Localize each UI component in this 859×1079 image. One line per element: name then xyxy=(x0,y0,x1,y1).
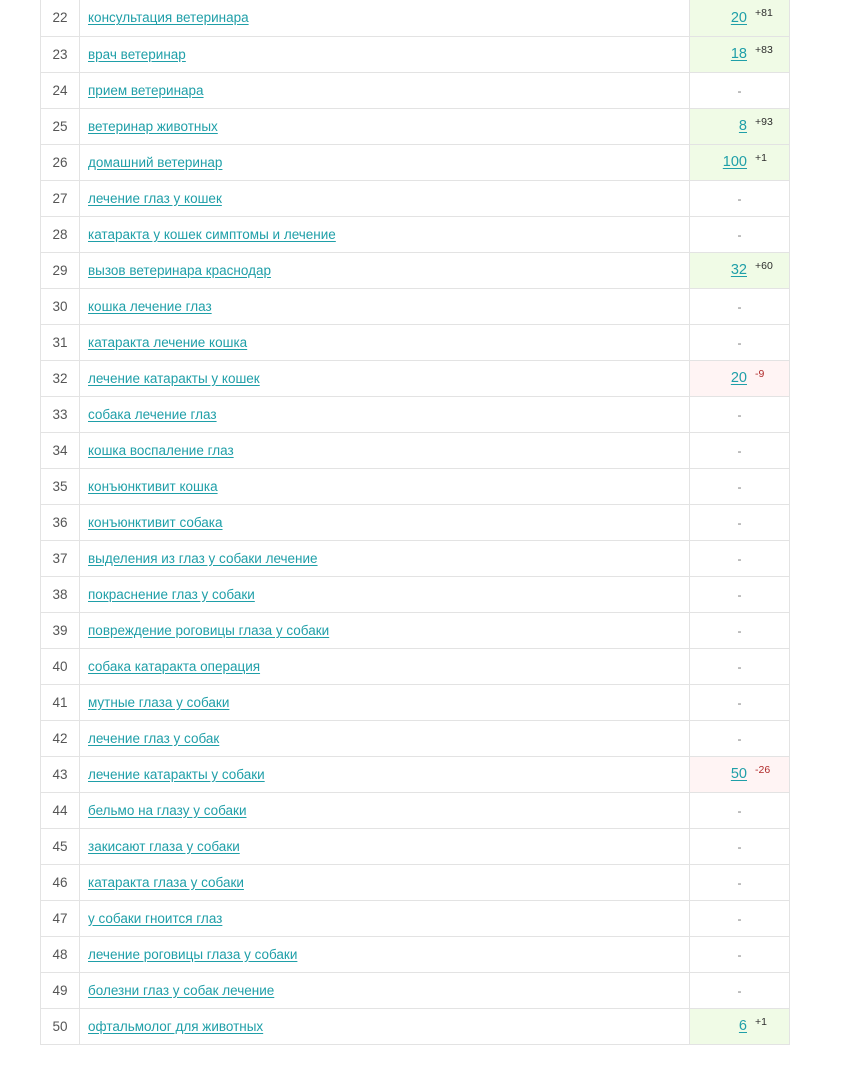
position-cell xyxy=(690,396,790,432)
keyword-link[interactable]: катаракта лечение кошка xyxy=(88,334,248,350)
position-link[interactable]: 6 xyxy=(738,1018,747,1034)
table-row xyxy=(41,684,790,720)
table-row xyxy=(41,612,790,648)
keyword-link[interactable]: офтальмолог для животных xyxy=(88,1018,264,1034)
keyword-link[interactable]: у собаки гноится глаз xyxy=(88,910,223,926)
no-position-dash: - xyxy=(737,479,742,494)
positions-table-wrapper xyxy=(40,0,789,1045)
row-number: 40 xyxy=(41,648,80,684)
table-row xyxy=(41,108,790,144)
keyword-cell xyxy=(80,900,690,936)
row-number: 34 xyxy=(41,432,80,468)
position-cell xyxy=(690,36,790,72)
position-cell xyxy=(690,756,790,792)
position-cell xyxy=(690,972,790,1008)
table-row xyxy=(41,900,790,936)
position-cell xyxy=(690,576,790,612)
row-number: 31 xyxy=(41,324,80,360)
row-number: 26 xyxy=(41,144,80,180)
keyword-cell xyxy=(80,288,690,324)
no-position-dash: - xyxy=(737,407,742,422)
table-body xyxy=(41,0,790,1044)
no-position-dash: - xyxy=(737,299,742,314)
position-link[interactable]: 32 xyxy=(730,262,747,278)
keyword-cell xyxy=(80,936,690,972)
position-delta-down: -26 xyxy=(755,763,771,776)
row-number: 27 xyxy=(41,180,80,216)
table-row xyxy=(41,36,790,72)
keyword-cell xyxy=(80,252,690,288)
position-cell xyxy=(690,612,790,648)
position-cell xyxy=(690,540,790,576)
row-number: 22 xyxy=(41,0,80,36)
position-link[interactable]: 50 xyxy=(730,766,747,782)
table-row xyxy=(41,972,790,1008)
table-row xyxy=(41,72,790,108)
table-row xyxy=(41,720,790,756)
keyword-cell xyxy=(80,684,690,720)
row-number: 47 xyxy=(41,900,80,936)
table-row xyxy=(41,324,790,360)
keyword-link[interactable]: вызов ветеринара краснодар xyxy=(88,262,271,278)
keyword-link[interactable]: болезни глаз у собак лечение xyxy=(88,982,275,998)
table-row xyxy=(41,144,790,180)
table-row xyxy=(41,180,790,216)
position-cell xyxy=(690,504,790,540)
row-number: 45 xyxy=(41,828,80,864)
row-number: 43 xyxy=(41,756,80,792)
keyword-link[interactable]: кошка лечение глаз xyxy=(88,298,212,314)
row-number: 38 xyxy=(41,576,80,612)
position-delta-up: +83 xyxy=(755,43,773,56)
no-position-dash: - xyxy=(737,803,742,818)
table-row xyxy=(41,936,790,972)
keyword-link[interactable]: лечение глаз у собак xyxy=(88,730,220,746)
table-row xyxy=(41,1008,790,1044)
position-delta-up: +1 xyxy=(755,1015,767,1028)
no-position-dash: - xyxy=(737,911,742,926)
keyword-positions-table xyxy=(40,0,790,1045)
position-cell xyxy=(690,792,790,828)
keyword-link[interactable]: врач ветеринар xyxy=(88,46,186,62)
keyword-link[interactable]: катаракта глаза у собаки xyxy=(88,874,244,890)
table-row xyxy=(41,396,790,432)
position-delta-up: +1 xyxy=(755,151,767,164)
row-number: 25 xyxy=(41,108,80,144)
position-delta-down: -9 xyxy=(755,367,765,380)
position-cell xyxy=(690,468,790,504)
row-number: 39 xyxy=(41,612,80,648)
position-cell xyxy=(690,864,790,900)
table-row xyxy=(41,756,790,792)
row-number: 41 xyxy=(41,684,80,720)
table-row xyxy=(41,540,790,576)
row-number: 46 xyxy=(41,864,80,900)
position-link[interactable]: 8 xyxy=(738,118,747,134)
keyword-cell xyxy=(80,576,690,612)
keyword-cell xyxy=(80,612,690,648)
keyword-link[interactable]: лечение катаракты у кошек xyxy=(88,370,260,386)
row-number: 32 xyxy=(41,360,80,396)
keyword-link[interactable]: домашний ветеринар xyxy=(88,154,223,170)
position-cell xyxy=(690,828,790,864)
keyword-cell xyxy=(80,0,690,36)
table-row xyxy=(41,828,790,864)
row-number: 35 xyxy=(41,468,80,504)
position-cell xyxy=(690,900,790,936)
keyword-link[interactable]: ветеринар животных xyxy=(88,118,218,134)
position-cell xyxy=(690,180,790,216)
keyword-link[interactable]: собака катаракта операция xyxy=(88,658,261,674)
table-row xyxy=(41,648,790,684)
position-cell xyxy=(690,216,790,252)
row-number: 29 xyxy=(41,252,80,288)
table-row xyxy=(41,468,790,504)
keyword-link[interactable]: выделения из глаз у собаки лечение xyxy=(88,550,318,566)
position-link[interactable]: 18 xyxy=(730,46,747,62)
position-cell xyxy=(690,360,790,396)
row-number: 33 xyxy=(41,396,80,432)
row-number: 28 xyxy=(41,216,80,252)
keyword-cell xyxy=(80,180,690,216)
row-number: 50 xyxy=(41,1008,80,1044)
keyword-link[interactable]: консультация ветеринара xyxy=(88,10,249,26)
row-number: 23 xyxy=(41,36,80,72)
table-row xyxy=(41,252,790,288)
keyword-cell xyxy=(80,468,690,504)
table-row xyxy=(41,0,790,36)
no-position-dash: - xyxy=(737,623,742,638)
row-number: 44 xyxy=(41,792,80,828)
position-delta-up: +60 xyxy=(755,259,773,272)
table-row xyxy=(41,864,790,900)
keyword-cell xyxy=(80,504,690,540)
no-position-dash: - xyxy=(737,947,742,962)
position-delta-up: +81 xyxy=(755,7,773,19)
keyword-link[interactable]: покраснение глаз у собаки xyxy=(88,586,255,602)
position-link[interactable]: 100 xyxy=(722,154,747,170)
no-position-dash: - xyxy=(737,335,742,350)
no-position-dash: - xyxy=(737,875,742,890)
keyword-cell xyxy=(80,720,690,756)
position-delta-up: +93 xyxy=(755,115,773,128)
keyword-cell xyxy=(80,972,690,1008)
position-cell xyxy=(690,324,790,360)
position-cell xyxy=(690,108,790,144)
keyword-cell xyxy=(80,72,690,108)
table-row xyxy=(41,576,790,612)
position-cell xyxy=(690,684,790,720)
row-number: 36 xyxy=(41,504,80,540)
keyword-link[interactable]: бельмо на глазу у собаки xyxy=(88,802,247,818)
position-cell xyxy=(690,144,790,180)
position-cell xyxy=(690,936,790,972)
table-row xyxy=(41,792,790,828)
keyword-cell xyxy=(80,108,690,144)
keyword-link[interactable]: лечение роговицы глаза у собаки xyxy=(88,946,298,962)
keyword-cell xyxy=(80,1008,690,1044)
position-cell xyxy=(690,288,790,324)
position-link[interactable]: 20 xyxy=(730,9,747,26)
keyword-link[interactable]: мутные глаза у собаки xyxy=(88,694,230,710)
keyword-cell xyxy=(80,144,690,180)
table-row xyxy=(41,216,790,252)
position-cell xyxy=(690,72,790,108)
keyword-cell xyxy=(80,216,690,252)
keyword-cell xyxy=(80,756,690,792)
keyword-cell xyxy=(80,432,690,468)
position-link[interactable]: 20 xyxy=(730,370,747,386)
keyword-cell xyxy=(80,36,690,72)
row-number: 30 xyxy=(41,288,80,324)
no-position-dash: - xyxy=(737,515,742,530)
position-cell xyxy=(690,432,790,468)
keyword-link[interactable]: закисают глаза у собаки xyxy=(88,838,240,854)
keyword-link[interactable]: катаракта у кошек симптомы и лечение xyxy=(88,226,336,242)
keyword-link[interactable]: конъюнктивит собака xyxy=(88,514,223,530)
table-row xyxy=(41,504,790,540)
row-number: 42 xyxy=(41,720,80,756)
no-position-dash: - xyxy=(737,983,742,998)
table-row xyxy=(41,432,790,468)
no-position-dash: - xyxy=(737,227,742,242)
row-number: 48 xyxy=(41,936,80,972)
no-position-dash: - xyxy=(737,587,742,602)
no-position-dash: - xyxy=(737,659,742,674)
row-number: 24 xyxy=(41,72,80,108)
no-position-dash: - xyxy=(737,695,742,710)
table-row xyxy=(41,360,790,396)
no-position-dash: - xyxy=(737,83,742,98)
position-cell xyxy=(690,648,790,684)
no-position-dash: - xyxy=(737,191,742,206)
keyword-link[interactable]: конъюнктивит кошка xyxy=(88,478,218,494)
position-cell xyxy=(690,1008,790,1044)
keyword-link[interactable]: повреждение роговицы глаза у собаки xyxy=(88,622,330,638)
keyword-link[interactable]: собака лечение глаз xyxy=(88,406,217,422)
position-cell xyxy=(690,0,790,36)
keyword-cell xyxy=(80,828,690,864)
position-cell xyxy=(690,252,790,288)
keyword-link[interactable]: кошка воспаление глаз xyxy=(88,442,234,458)
keyword-cell xyxy=(80,864,690,900)
keyword-cell xyxy=(80,396,690,432)
position-cell xyxy=(690,720,790,756)
keyword-cell xyxy=(80,360,690,396)
keyword-link[interactable]: лечение катаракты у собаки xyxy=(88,766,265,782)
table-row xyxy=(41,288,790,324)
keyword-link[interactable]: лечение глаз у кошек xyxy=(88,190,222,206)
row-number: 49 xyxy=(41,972,80,1008)
no-position-dash: - xyxy=(737,731,742,746)
row-number: 37 xyxy=(41,540,80,576)
no-position-dash: - xyxy=(737,551,742,566)
keyword-cell xyxy=(80,792,690,828)
no-position-dash: - xyxy=(737,839,742,854)
keyword-link[interactable]: прием ветеринара xyxy=(88,82,204,98)
no-position-dash: - xyxy=(737,443,742,458)
keyword-cell xyxy=(80,324,690,360)
keyword-cell xyxy=(80,540,690,576)
keyword-cell xyxy=(80,648,690,684)
